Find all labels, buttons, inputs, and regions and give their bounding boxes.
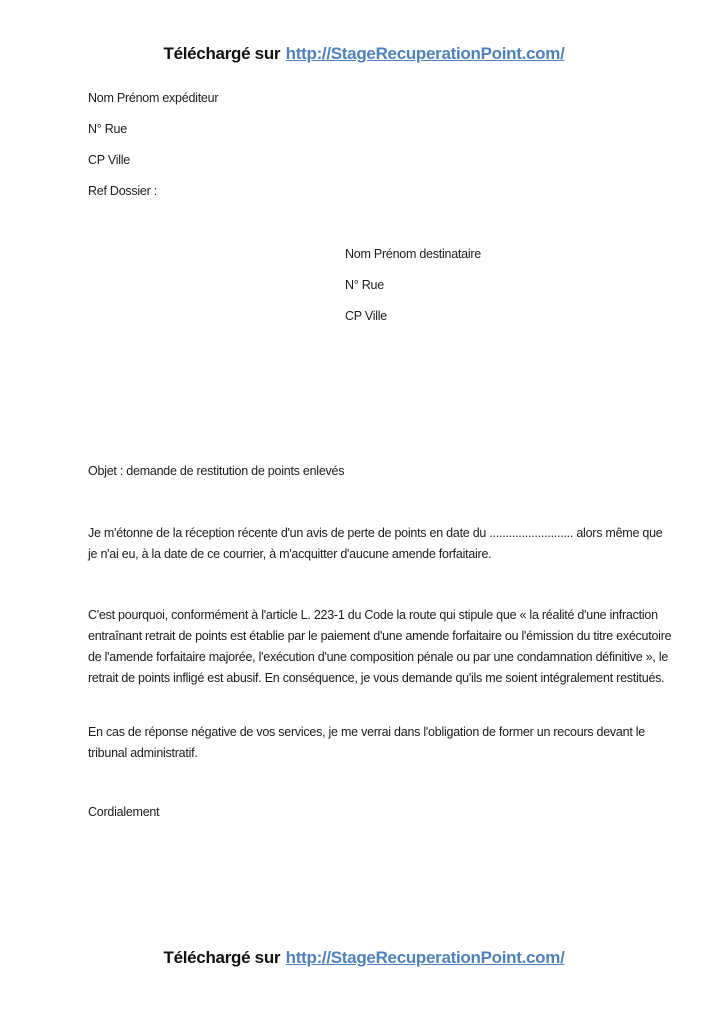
download-header-prefix: Téléchargé sur (163, 44, 281, 63)
paragraph-intro: Je m'étonne de la réception récente d'un avis de perte de points en date du .......................... alors même que je n'ai eu, à la date de ce courrier, à m'acquitter d'aucune amende forfaitaire. (88, 526, 663, 561)
download-header-link[interactable]: http://StageRecuperationPoint.com/ (285, 44, 565, 63)
recipient-address-block (88, 244, 673, 327)
recipient-city-line: CP Ville (345, 309, 388, 323)
sender-file-ref-line: Ref Dossier : (88, 184, 157, 198)
sender-city-line: CP Ville (88, 153, 131, 167)
download-footer-link[interactable]: http://StageRecuperationPoint.com/ (285, 948, 565, 967)
paragraph-recourse-warning: En cas de réponse négative de vos services, je me verrai dans l'obligation de former un recours devant le tribunal administratif. (88, 725, 646, 760)
subject-line: Objet : demande de restitution de points enlevés (88, 464, 345, 478)
recipient-street-line: N° Rue (345, 278, 384, 292)
sender-name-line: Nom Prénom expéditeur (88, 91, 219, 105)
download-header (0, 0, 728, 66)
download-footer (0, 946, 728, 970)
sender-street-line: N° Rue (88, 122, 127, 136)
letter-body (88, 88, 673, 823)
sender-address-block (88, 88, 673, 202)
download-footer-prefix: Téléchargé sur (163, 948, 281, 967)
closing-salutation: Cordialement (88, 805, 160, 819)
recipient-name-line: Nom Prénom destinataire (345, 247, 481, 261)
paragraph-legal-argument: C'est pourquoi, conformément à l'article L. 223-1 du Code la route qui stipule que « la réalité d'une infraction entraînant retrait de points est établie par le paiement d'une amende forfaitaire ou l'émission du titre exécutoire de l'amende forfaitaire majorée, l'exécution d'une composition pénale ou par une condamnation définitive », le retrait de points infligé est abusif. En conséquence, je vous demande qu'ils me soient intégralement restitués. (88, 608, 672, 685)
